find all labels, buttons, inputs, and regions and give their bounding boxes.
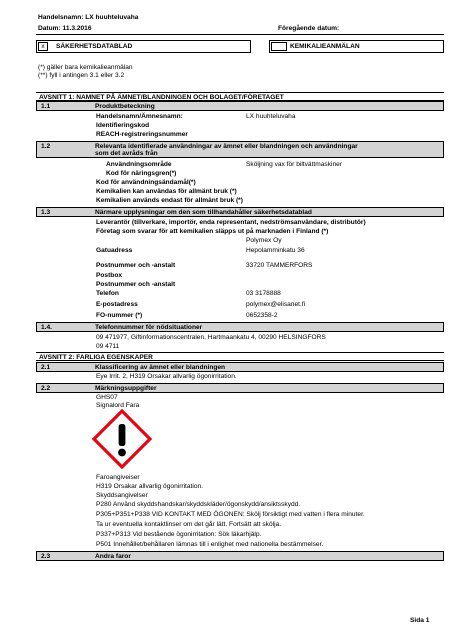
phone-value: 03 3178888	[246, 290, 281, 297]
note-1: (*) gäller bara kemikalieanmälan	[38, 64, 133, 71]
subsection-1-4-title: Telefonnummer för nödsituationer	[95, 324, 203, 331]
trade-name-header: Handelsnamn: LX huuhteluvaha	[38, 14, 139, 21]
subsection-1-2-number: 1.2	[41, 143, 51, 150]
sds-label: SÄKERHETSDATABLAD	[56, 43, 133, 50]
subsection-2-1-title: Klassificering av ämnet eller blandningen	[95, 364, 226, 371]
street-label: Gatuadress	[96, 247, 133, 254]
use-value: Sköljning vax för biltvättmaskiner	[246, 161, 343, 168]
subsection-1-2-title-line2: som det avråds från	[95, 150, 158, 157]
supplier-line: Leverantör (tillverkare, importör, enda representant, nedströmsanvändare, distributör)	[96, 219, 366, 226]
subsection-1-3-number: 1.3	[41, 209, 51, 216]
industry-code-label: Kod för näringsgren(*)	[106, 170, 177, 177]
pobox-label: Postbox	[96, 272, 123, 279]
p305-statement: P305+P351+P338 VID KONTAKT MED ÖGONEN: Skölj försiktigt med vatten i flera minuter.	[96, 511, 365, 518]
emergency-line-2: 09 4711	[96, 343, 120, 350]
header-divider	[36, 34, 444, 35]
hazard-heading: Faroangiveiser	[96, 474, 140, 481]
ghs-code: GHS07	[96, 394, 118, 401]
email-value[interactable]: polymex@elisanet.fi	[246, 301, 306, 308]
subsection-1-1-bar	[36, 101, 444, 111]
fo-label: FO-nummer (*)	[96, 312, 143, 319]
p337-statement: P337+P313 Vid bestående ögonirritation: Sök läkarhjälp.	[96, 531, 262, 538]
postcode2-label: Postnummer och -anstalt	[96, 281, 176, 288]
page-number: Sida 1	[410, 617, 430, 624]
precaution-heading: Skyddsangivelser	[96, 492, 148, 499]
subsection-2-3-title: Andra faror	[95, 553, 131, 560]
previous-date-header: Föregående datum:	[278, 25, 340, 32]
classification-text: Eye Irrit. 2, H319 Orsakar allvarlig ögonirritation.	[96, 373, 237, 380]
subsection-1-4-bar	[36, 322, 444, 332]
ghs07-exclamation-icon	[92, 409, 152, 469]
fo-value: 0652358-2	[246, 312, 278, 319]
subsection-2-2-bar	[36, 383, 444, 393]
signal-word: Signalord Fara	[96, 402, 140, 409]
trade-name-label: Handelsnamn/Ämnesnamn:	[96, 113, 183, 120]
public-use-label: Kemikalien kan användas för allmänt bruk (*)	[96, 188, 237, 195]
subsection-2-2-number: 2.2	[41, 385, 51, 392]
not-public-label: Kemikalien används endast för allmänt bruk (*)	[96, 197, 243, 204]
use-label: Användningsområde	[106, 161, 172, 168]
section-1-title: AVSNITT 1: NAMNET PÅ ÄMNET/BLANDNINGEN OCH BOLAGET/FÖRETAGET	[39, 94, 284, 101]
subsection-1-3-bar	[36, 207, 444, 217]
subsection-2-1-bar	[36, 362, 444, 372]
company-name: Polymex Oy	[246, 237, 282, 244]
postcode-value: 33720 TAMMERFORS	[246, 262, 313, 269]
section-2-header	[36, 352, 444, 361]
subsection-1-2-title-line1: Relevanta identifierade användningar av ämnet eller blandningen och användningar	[95, 143, 358, 150]
date-header: Datum: 11.3.2016	[38, 25, 92, 32]
h319-statement: H319 Orsakar allvarlig ögonirritation.	[96, 483, 204, 490]
reach-label: REACH-registreringsnummer	[96, 131, 188, 138]
subsection-2-3-bar	[36, 551, 444, 561]
note-2: (**) fyll i antingen 3.1 eller 3.2	[38, 72, 125, 79]
subsection-1-1-number: 1.1	[41, 103, 51, 110]
id-code-label: Identifieringskod	[96, 122, 150, 129]
subsection-1-2-bar	[36, 141, 444, 158]
subsection-1-1-title: Produktbeteckning	[95, 103, 155, 110]
phone-label: Telefon	[96, 290, 119, 297]
section-1-header	[36, 92, 444, 101]
subsection-1-3-title: Närmare upplysningar om den som tillhandahåller säkerhetsdatablad	[95, 209, 312, 216]
trade-name-value: LX huuhteluvaha	[246, 113, 296, 120]
subsection-2-3-number: 2.3	[41, 553, 51, 560]
postcode-label: Postnummer och -anstalt	[96, 262, 176, 269]
section-2-title: AVSNITT 2: FARLIGA EGENSKAPER	[39, 354, 153, 361]
chem-notice-checkbox[interactable]	[271, 42, 287, 51]
subsection-2-1-number: 2.1	[41, 364, 51, 371]
subsection-2-2-title: Märkningsuppgifter	[95, 385, 157, 392]
street-value: Hepolamminkatu 36	[246, 247, 305, 254]
subsection-1-4-number: 1.4.	[41, 324, 52, 331]
p501-statement: P501 Innehållet/behållaren lämnas till i enlighet med nationella bestämmelser.	[96, 541, 324, 548]
purpose-code-label: Kod för användningsändamål(*)	[96, 179, 196, 186]
emergency-line-1: 09 471977, Giftinformationscentralen, Hartmaankatu 4, 00290 HELSINGFORS	[96, 334, 326, 341]
p280-statement: P280 Använd skyddshandskar/skyddskläder/ögonskydd/ansiktsskydd.	[96, 501, 301, 508]
email-label: E-postadress	[96, 301, 138, 308]
chem-notice-label: KEMIKALIEANMÄLAN	[290, 43, 360, 50]
company-line: Företag som svarar för att kemikalien släpps ut på marknaden i Finland (*)	[96, 228, 329, 235]
sds-checkbox[interactable]: x	[38, 42, 48, 51]
p305-continuation: Ta ur eventuella kontaktlinser om det går lätt. Fortsätt att skölja.	[96, 521, 282, 528]
